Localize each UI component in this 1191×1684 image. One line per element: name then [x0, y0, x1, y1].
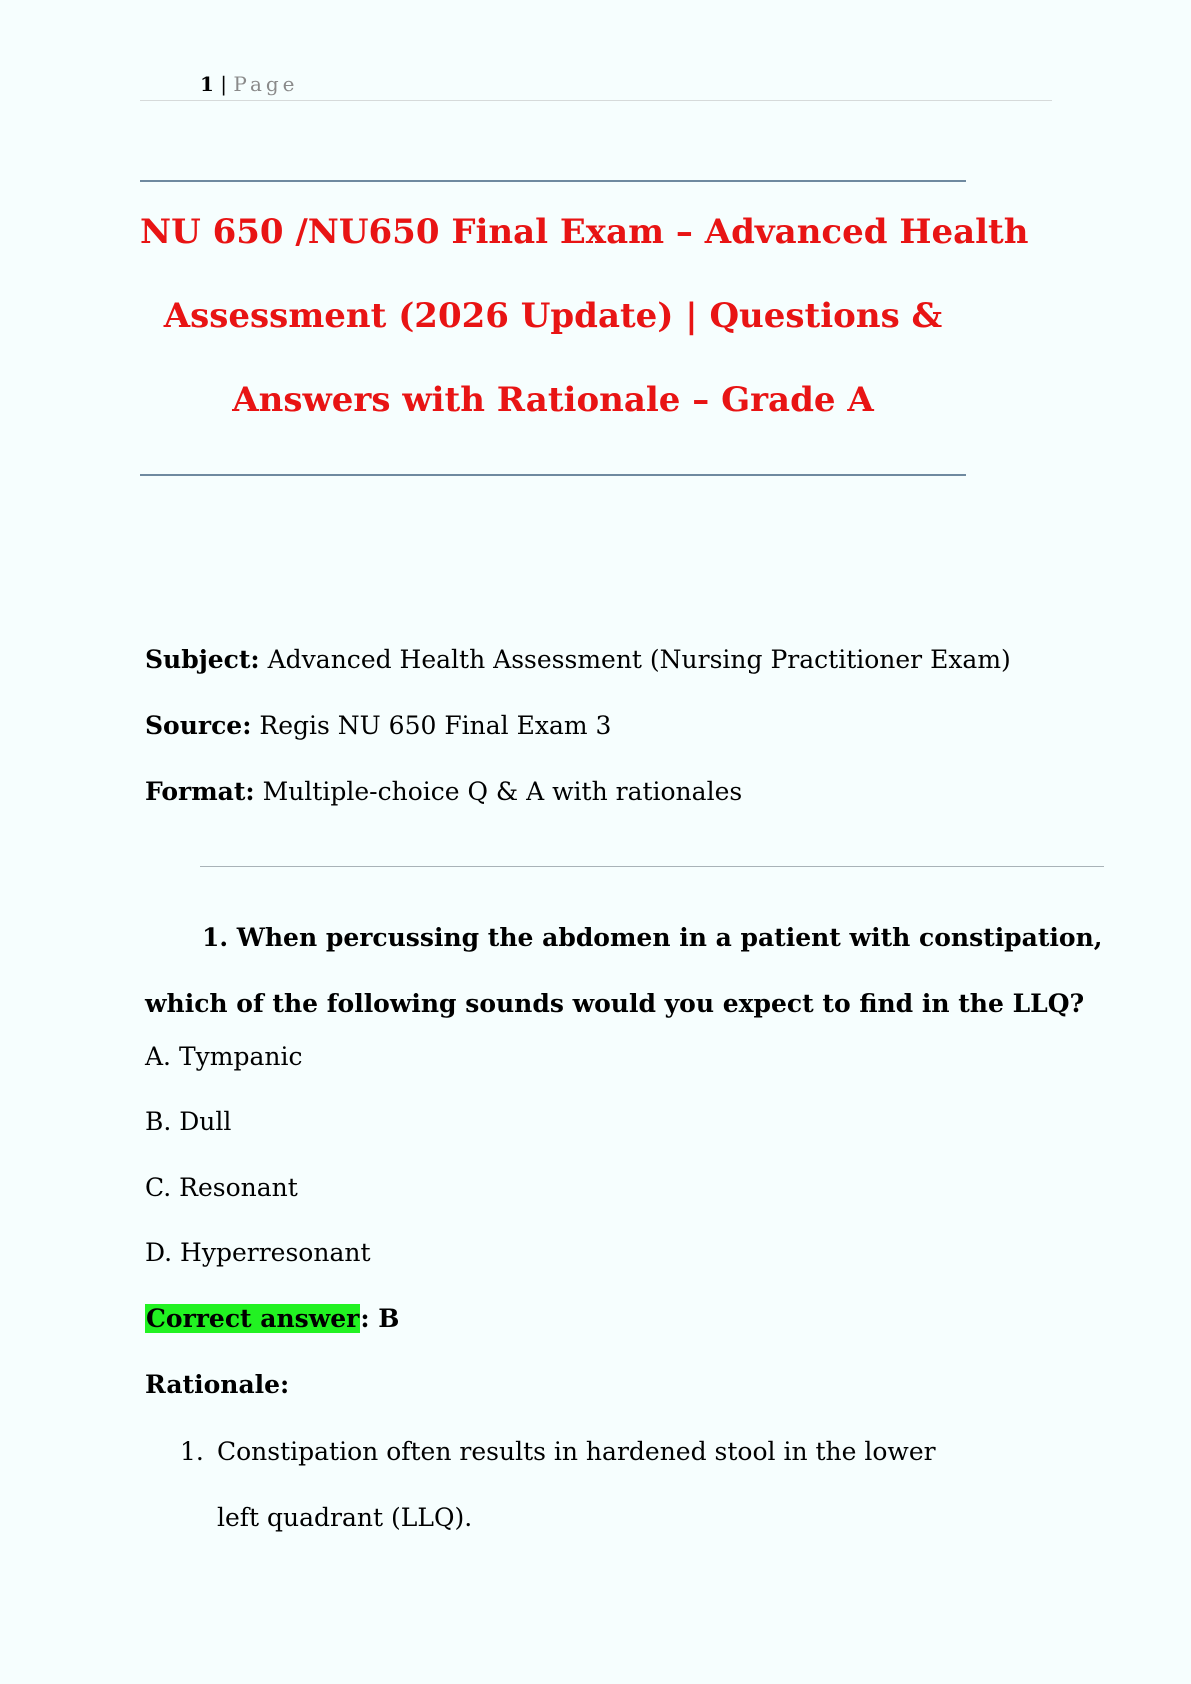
source-value: Regis NU 650 Final Exam 3	[259, 711, 612, 740]
title-top-rule	[140, 180, 966, 182]
subject-value: Advanced Health Assessment (Nursing Practitioner Exam)	[267, 645, 1011, 674]
source-label: Source:	[145, 711, 252, 740]
rationale-list	[180, 1419, 1000, 1551]
subject-line	[145, 645, 1011, 675]
header-divider	[140, 100, 1052, 101]
page-number: 1	[200, 72, 214, 96]
section-divider	[200, 866, 1104, 867]
title-line-1: NU 650 /NU650 Final Exam – Advanced Health	[140, 212, 1029, 252]
format-label: Format:	[145, 777, 255, 806]
subject-label: Subject:	[145, 645, 260, 674]
rationale-item	[180, 1419, 1000, 1551]
source-line	[145, 711, 611, 741]
rationale-item-number: 1.	[180, 1437, 204, 1466]
correct-answer-value: : B	[360, 1304, 400, 1333]
title-bottom-rule	[140, 474, 966, 476]
question-line-2: which of the following sounds would you expect to find in the LLQ?	[145, 989, 1085, 1018]
question-line-1: 1. When percussing the abdomen in a patient with constipation,	[202, 923, 1103, 952]
format-value: Multiple-choice Q & A with rationales	[262, 777, 743, 806]
rationale-heading: Rationale:	[145, 1370, 290, 1399]
option-b: B. Dull	[145, 1107, 232, 1136]
option-a: A. Tympanic	[145, 1042, 303, 1071]
page-label: Page	[233, 72, 299, 96]
page-header-number	[200, 72, 299, 96]
correct-answer	[145, 1304, 399, 1334]
title-line-2: Assessment (2026 Update) | Questions &	[163, 296, 943, 336]
question-stem	[145, 905, 1103, 1037]
option-c: C. Resonant	[145, 1173, 298, 1202]
correct-answer-label: Correct answer	[146, 1304, 360, 1333]
option-d: D. Hyperresonant	[145, 1238, 371, 1267]
format-line	[145, 777, 742, 807]
page-number-separator: |	[220, 72, 228, 96]
title-line-3: Answers with Rationale – Grade A	[232, 380, 874, 420]
rationale-item-text: Constipation often results in hardened stool in the lower left quadrant (LLQ).	[217, 1437, 936, 1532]
document-title	[140, 190, 1029, 442]
